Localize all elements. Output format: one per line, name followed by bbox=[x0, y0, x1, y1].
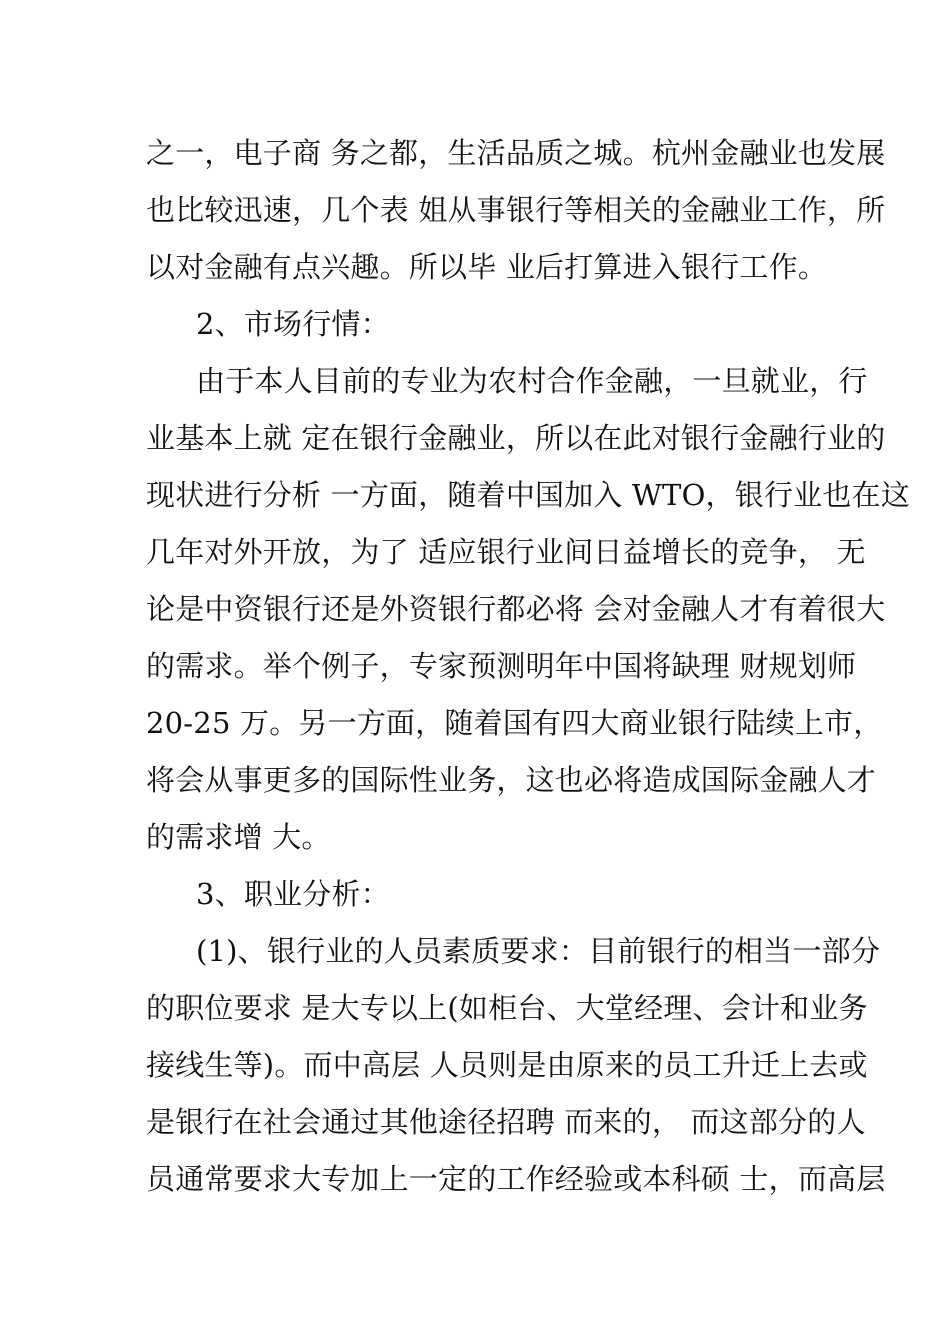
text-line: 的需求。举个例子，专家预测明年中国将缺理 财规划师 bbox=[146, 649, 857, 683]
text-line: 接线生等)。而中高层 人员则是由原来的员工升迁上去或 bbox=[146, 1048, 868, 1082]
text-line: 几年对外开放，为了 适应银行业间日益增长的竞争， 无 bbox=[146, 535, 866, 569]
section-heading: 2、市场行情： bbox=[196, 307, 390, 341]
text-line: 论是中资银行还是外资银行都必将 会对金融人才有着很大 bbox=[146, 592, 886, 626]
text-line: 的职位要求 是大专以上(如柜台、大堂经理、会计和业务 bbox=[146, 991, 868, 1025]
text-line: 将会从事更多的国际性业务，这也必将造成国际金融人才 bbox=[146, 763, 877, 797]
text-line: 以对金融有点兴趣。所以毕 业后打算进入银行工作。 bbox=[146, 250, 828, 284]
text-line: 员通常要求大专加上一定的工作经验或本科硕 士，而高层 bbox=[146, 1162, 886, 1196]
text-line: 是银行在社会通过其他途径招聘 而来的， 而这部分的人 bbox=[146, 1105, 866, 1139]
text-line: 也比较迅速，几个表 姐从事银行等相关的金融业工作，所 bbox=[146, 193, 886, 227]
text-line: 20-25 万。另一方面，随着国有四大商业银行陆续上市， bbox=[146, 706, 883, 740]
text-line: 现状进行分析 一方面，随着中国加入 WTO，银行业也在这 bbox=[146, 478, 910, 512]
text-line: 之一，电子商 务之都，生活品质之城。杭州金融业也发展 bbox=[146, 136, 886, 170]
text-line: 由于本人目前的专业为农村合作金融，一旦就业，行 bbox=[196, 364, 868, 398]
section-heading: 3、职业分析： bbox=[196, 877, 390, 911]
text-line: 业基本上就 定在银行金融业，所以在此对银行金融行业的 bbox=[146, 421, 886, 455]
text-line: (1)、银行业的人员素质要求：目前银行的相当一部分 bbox=[196, 934, 881, 968]
text-line: 的需求增 大。 bbox=[146, 820, 331, 854]
